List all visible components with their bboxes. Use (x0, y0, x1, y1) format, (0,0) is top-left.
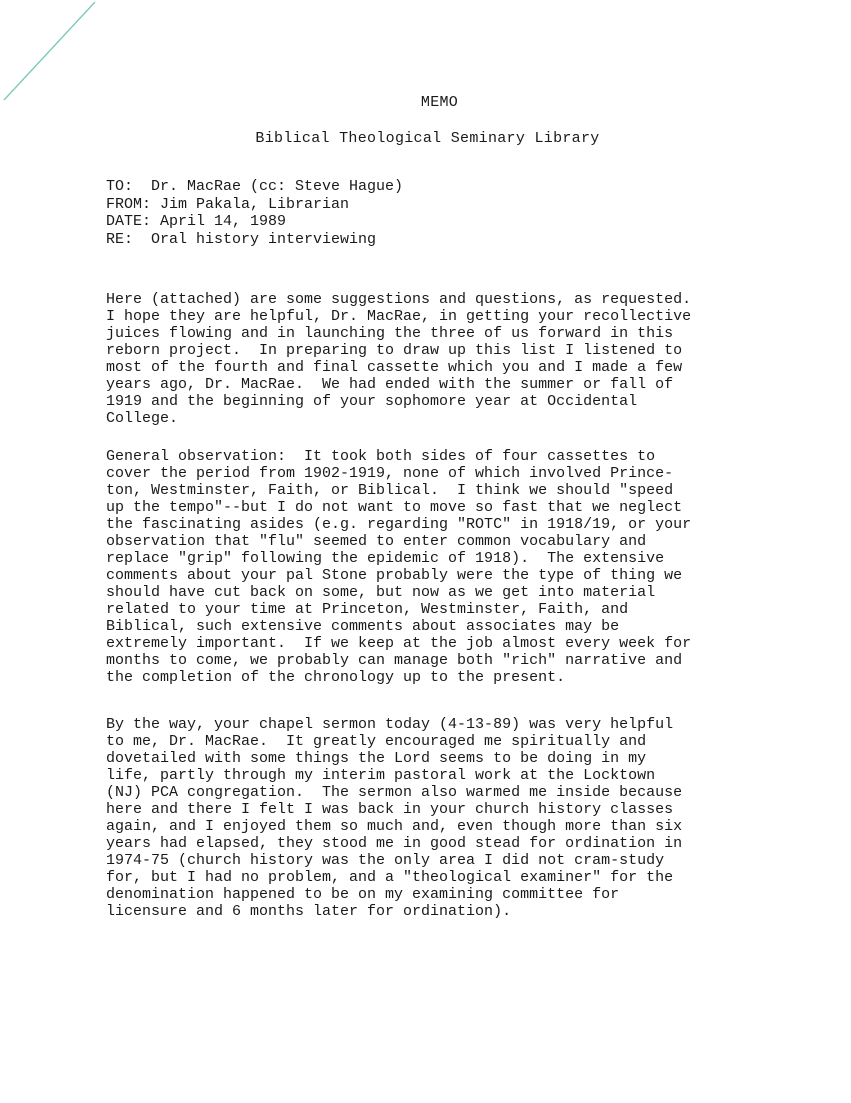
memo-header (106, 178, 403, 248)
to-line: TO: Dr. MacRae (cc: Steve Hague) (106, 178, 404, 195)
re-line: RE: Oral history interviewing (106, 230, 377, 248)
from-line: FROM: Jim Pakala, Librarian (106, 195, 350, 213)
memo-title: MEMO (420, 94, 459, 111)
paragraph-chapel-sermon: By the way, your chapel sermon today (4-13-89) was very helpful to me, Dr. MacRae. It greatly encouraged me spiritually and dovetailed with some things the Lord seems to be doing in my life, partly through my interim pastoral work at the Locktown (NJ) PCA congregation. The sermon also warmed me inside because here and there I felt I was back in your church history classes again, and I enjoyed them so much and, even though more than six years had elapsed, they stood me in good stead for ordination in 1974-75 (church history was the only area I did not cram-study for, but I had no problem, and a "theological examiner" for the denomination happened to be on my examining committee for licensure and 6 months later for ordination). (106, 716, 683, 920)
paragraph-general-observation: General observation: It took both sides of four cassettes to cover the period from 1902-1919, none of which involved Prince- ton, Westminster, Faith, or Biblical. I think we should "speed up the tempo"--but I do not want to move so fast that we neglect the fascinating asides (e.g. regarding "ROTC" in 1918/19, or your observation that "flu" seemed to enter common vocabulary and replace "grip" following the epidemic of 1918). The extensive comments about your pal Stone probably were the type of thing we should have cut back on some, but now as we get into material related to your time at Princeton, Westminster, Faith, and Biblical, such extensive comments about associates may be extremely important. If we keep at the job almost every week for months to come, we probably can manage both "rich" narrative and the completion of the chronology up to the present. (106, 448, 692, 686)
paragraph-introduction: Here (attached) are some suggestions and questions, as requested. I hope they are helpful, Dr. MacRae, in getting your recollective juices flowing and in launching the three of us forward in this reborn project. In preparing to draw up this list I listened to most of the fourth and final cassette which you and I made a few years ago, Dr. MacRae. We had ended with the summer or fall of 1919 and the beginning of your sophomore year at Occidental College. (106, 291, 692, 427)
organization-title: Biblical Theological Seminary Library (255, 130, 600, 147)
date-line: DATE: April 14, 1989 (106, 213, 287, 230)
